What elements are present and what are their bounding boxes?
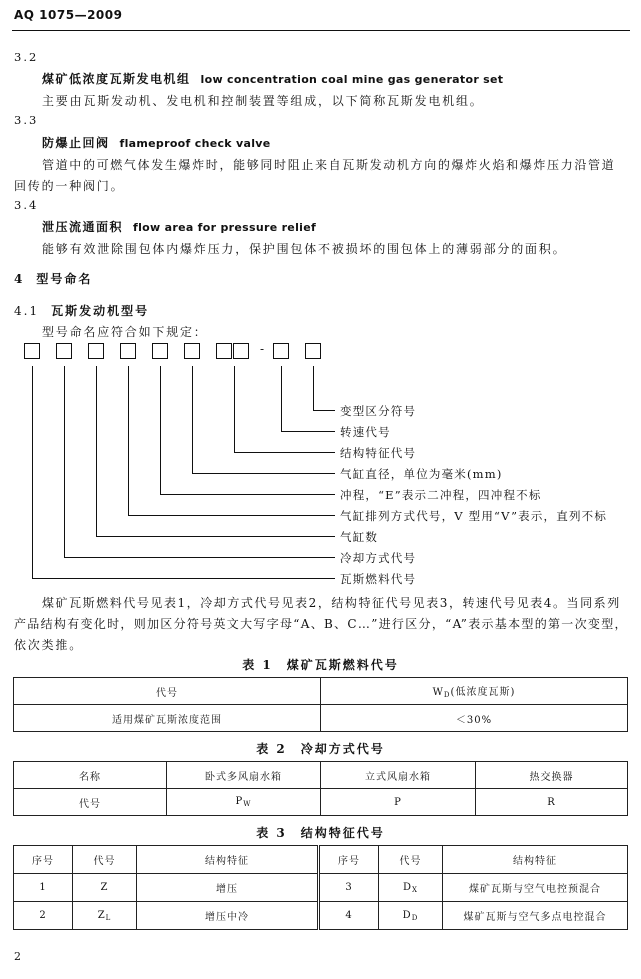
leader-variant-v — [313, 366, 314, 411]
code-box-structure-1 — [216, 343, 232, 359]
table-row — [14, 902, 628, 930]
table2-header-heat-exchanger: 热交换器 — [476, 762, 628, 789]
code-main: D — [402, 909, 412, 921]
section-4-1-number: 4.1 — [14, 304, 40, 318]
table3-cell-feature-2: 煤矿瓦斯与空气多点电控混合 — [443, 902, 628, 930]
table1-header-value — [321, 678, 628, 705]
table-row — [14, 874, 628, 902]
table2-caption: 表 2 冷却方式代号 — [256, 742, 385, 756]
leader-bore-h — [192, 473, 335, 474]
table2-code-r: R — [476, 789, 628, 816]
term-cn: 防爆止回阀 — [42, 136, 110, 150]
code-box-speed — [273, 343, 289, 359]
table3-header-no-2: 序号 — [319, 846, 379, 874]
section-4-heading — [14, 270, 92, 287]
section-4-1-intro: 型号命名应符合如下规定： — [42, 325, 208, 339]
section-3-2-term — [42, 70, 503, 87]
table1-row-value: ＜30% — [321, 705, 628, 732]
code-main: D — [402, 881, 413, 893]
table2-header-vertical-radiator: 立式风扇水箱 — [321, 762, 476, 789]
leader-variant-h — [313, 410, 335, 411]
header-rule — [12, 30, 630, 31]
code-box-cylinders — [88, 343, 104, 359]
table3-cell-code — [73, 902, 137, 930]
leader-stroke-h — [160, 494, 335, 495]
code-box-cooling — [56, 343, 72, 359]
label-stroke: 冲程，“E”表示二冲程，四冲程不标 — [340, 488, 542, 502]
table1-header-label: 代号 — [14, 678, 321, 705]
leader-fuel-h — [32, 578, 335, 579]
leader-arrangement-h — [128, 515, 335, 516]
table3-header-feature: 结构特征 — [137, 846, 319, 874]
leader-arrangement-v — [128, 366, 129, 516]
code-sub: W — [243, 800, 252, 808]
code-box-variant — [305, 343, 321, 359]
code-sub: X — [412, 885, 418, 894]
section-3-3-term — [42, 134, 271, 151]
term-en: flameproof check valve — [119, 137, 271, 150]
table3-header-code: 代号 — [73, 846, 137, 874]
table3-cell-code — [73, 874, 137, 902]
table3-cell-feature-2: 煤矿瓦斯与空气电控预混合 — [443, 874, 628, 902]
label-cylinders: 气缸数 — [340, 530, 379, 544]
table1-caption: 表 1 煤矿瓦斯燃料代号 — [242, 658, 399, 672]
table1-row-label: 适用煤矿瓦斯浓度范围 — [14, 705, 321, 732]
term-cn: 煤矿低浓度瓦斯发电机组 — [42, 72, 191, 86]
section-3-3-text-line1: 管道中的可燃气体发生爆炸时，能够同时阻止来自瓦斯发动机方向的爆炸火焰和爆炸压力沿管道 — [42, 158, 616, 172]
table3 — [13, 845, 628, 930]
paragraph-line2: 产品结构有变化时，则加区分符号英文大写字母“A、B、C…”进行区分，“A”表示基本型的第一次变型， — [14, 617, 628, 631]
table1-code-sub: D — [443, 691, 451, 699]
leader-fuel-v — [32, 366, 33, 579]
leader-cooling-h — [64, 557, 335, 558]
code-box-structure-2 — [233, 343, 249, 359]
code-sub: L — [105, 913, 112, 922]
table2-header-horizontal-radiator: 卧式多风扇水箱 — [167, 762, 321, 789]
table1-code-main: W — [432, 687, 444, 698]
table3-cell-feature: 增压 — [137, 874, 319, 902]
label-structure-code: 结构特征代号 — [340, 446, 417, 460]
leader-cooling-v — [64, 366, 65, 558]
code-box-stroke — [152, 343, 168, 359]
term-en: low concentration coal mine gas generator set — [200, 73, 504, 86]
section-3-4-term — [42, 218, 316, 235]
table3-header-no: 序号 — [14, 846, 73, 874]
section-3-2-text: 主要由瓦斯发动机、发电机和控制装置等组成，以下简称瓦斯发电机组。 — [42, 94, 484, 108]
section-4-1-heading — [14, 302, 149, 319]
table3-cell-no: 2 — [14, 902, 73, 930]
table2-header-name: 名称 — [14, 762, 167, 789]
paragraph-line1: 煤矿瓦斯燃料代号见表1，冷却方式代号见表2，结构特征代号见表3，转速代号见表4。当同系列 — [42, 596, 621, 610]
label-variant-symbol: 变型区分符号 — [340, 404, 417, 418]
table1 — [13, 677, 628, 732]
leader-structure-v — [234, 366, 235, 453]
page-number: 2 — [14, 950, 21, 963]
table2 — [13, 761, 628, 816]
leader-cylinders-h — [96, 536, 335, 537]
code-main: P — [235, 796, 244, 807]
section-4-1-title: 瓦斯发动机型号 — [51, 304, 150, 318]
leader-stroke-v — [160, 366, 161, 495]
code-box-arrangement — [120, 343, 136, 359]
label-cooling-code: 冷却方式代号 — [340, 551, 417, 565]
table3-cell-no: 1 — [14, 874, 73, 902]
section-3-4-text: 能够有效泄除围包体内爆炸压力，保护围包体不被损坏的围包体上的薄弱部分的面积。 — [42, 242, 567, 256]
section-4-title: 型号命名 — [36, 272, 93, 286]
leader-speed-v — [281, 366, 282, 432]
table2-code-p: P — [321, 789, 476, 816]
code-sub: D — [411, 913, 419, 922]
leader-cylinders-v — [96, 366, 97, 537]
table3-header-feature-2: 结构特征 — [443, 846, 628, 874]
code-box-fuel — [24, 343, 40, 359]
table3-caption: 表 3 结构特征代号 — [256, 826, 385, 840]
leader-speed-h — [281, 431, 335, 432]
section-3-3-text-line2: 回传的一种阀门。 — [14, 179, 125, 193]
table3-cell-feature: 增压中冷 — [137, 902, 319, 930]
term-cn: 泄压流通面积 — [42, 220, 124, 234]
label-speed-code: 转速代号 — [340, 425, 391, 439]
table1-code-note: (低浓度瓦斯) — [450, 687, 516, 698]
table3-cell-no-2: 4 — [319, 902, 379, 930]
section-3-3-number: 3.3 — [14, 113, 39, 127]
label-arrangement: 气缸排列方式代号，V 型用“V”表示，直列不标 — [340, 509, 608, 523]
leader-bore-v — [192, 366, 193, 474]
leader-structure-h — [234, 452, 335, 453]
table2-row-label: 代号 — [14, 789, 167, 816]
paragraph-line3: 依次类推。 — [14, 638, 84, 652]
section-4-number: 4 — [14, 272, 25, 286]
table3-cell-code-2 — [379, 874, 443, 902]
code-dash: - — [260, 342, 265, 356]
table3-cell-code-2 — [379, 902, 443, 930]
section-3-4-number: 3.4 — [14, 198, 39, 212]
code-main: Z — [97, 909, 106, 921]
table3-header-code-2: 代号 — [379, 846, 443, 874]
section-3-2-number: 3.2 — [14, 50, 39, 64]
table3-cell-no-2: 3 — [319, 874, 379, 902]
code-main: Z — [100, 881, 109, 893]
term-en: flow area for pressure relief — [133, 221, 317, 234]
standard-number: AQ 1075—2009 — [14, 8, 123, 22]
label-fuel-code: 瓦斯燃料代号 — [340, 572, 417, 586]
table2-code-pw — [167, 789, 321, 816]
code-box-bore — [184, 343, 200, 359]
label-bore: 气缸直径，单位为毫米(mm) — [340, 467, 503, 481]
